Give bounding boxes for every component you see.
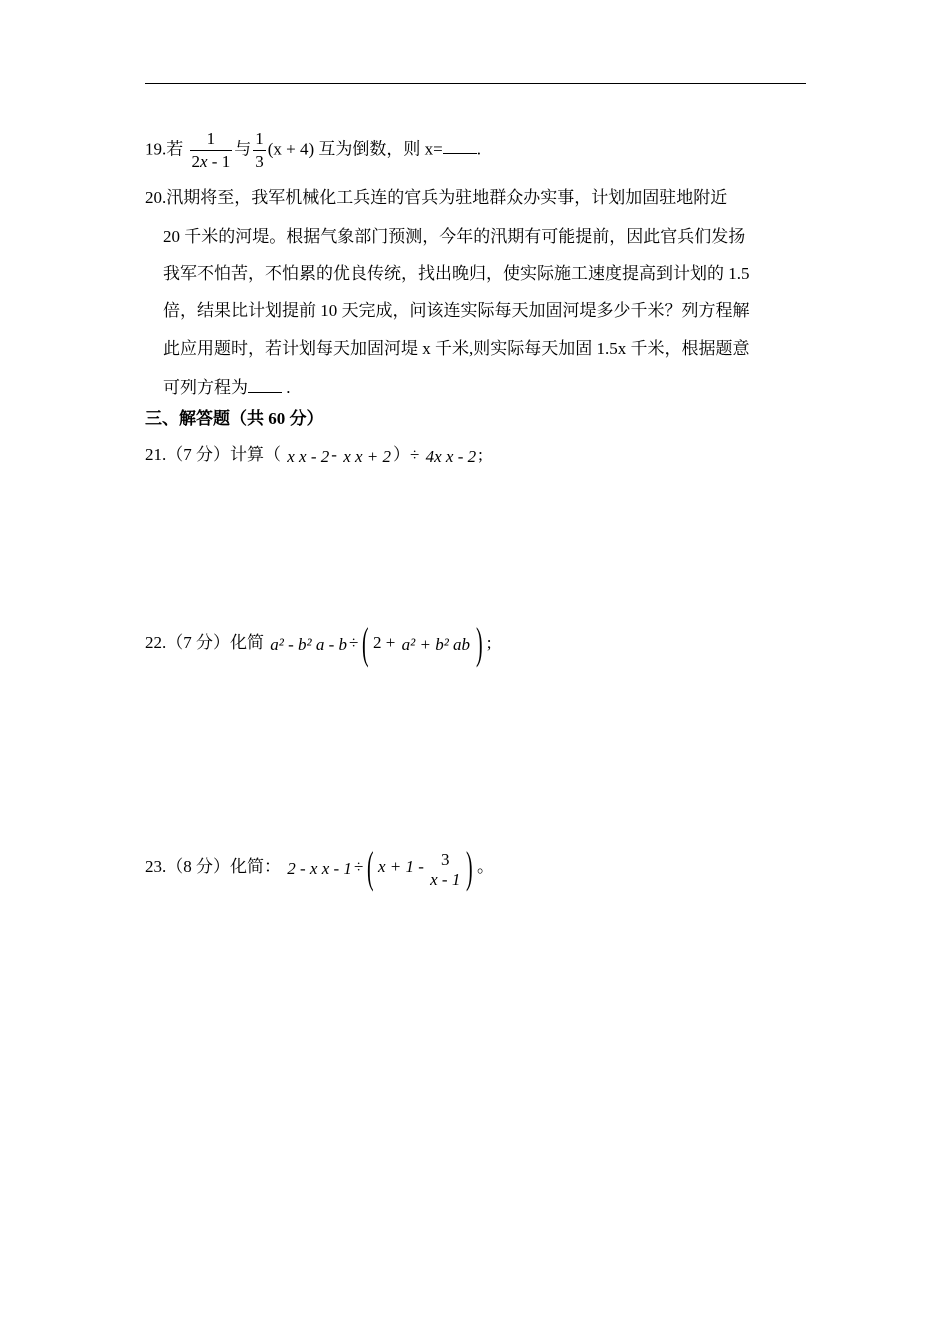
q20-answer-blank[interactable] (248, 376, 282, 393)
question-20-line-4: 倍，结果比计划提前 10 天完成，问该连实际每天加固河堤多少千米？列方程解 (163, 301, 750, 320)
question-22: 22.（7 分）化简 a² - b² a - b ÷( 2 + a² + b² ab ) ; (145, 619, 492, 668)
question-20-line-6: 可列方程为 . (163, 378, 291, 397)
left-paren: ( (367, 843, 374, 892)
right-paren: ) (476, 619, 483, 668)
left-paren: ( (362, 619, 370, 668)
q19-answer-blank[interactable] (443, 137, 477, 154)
q19-number: 19. (145, 139, 167, 159)
question-21: 21.（7 分）计算（ x x - 2 - x x + 2 ）÷ 4x x - 2 ; (145, 445, 483, 466)
question-23: 23.（8 分）化简： 2 - x x - 1 ÷( x + 1 - 3 x - 1 ) 。 (145, 843, 494, 892)
q21-fraction-2: x x + 2 (343, 446, 392, 466)
right-paren: ) (466, 843, 473, 892)
question-19: 19.若 $\frac{1}{2x - 1}$ 与 $\frac{1}{3}$ (x + 4) 互为倒数，则 x= . (145, 129, 481, 171)
q19-fraction-1: $\frac{1}{2x - 1}$ (191, 129, 231, 171)
q23-fraction-1: 2 - x x - 1 (287, 858, 352, 878)
section-title: 三、解答题（共 60 分） (145, 409, 324, 428)
q19-expression: (x + 4) (267, 139, 315, 159)
question-20-line-3: 我军不怕苦，不怕累的优良传统，找出晚归，使实际施工速度提高到计划的 1.5 (163, 264, 750, 283)
question-20-line-2: 20 千米的河堤。根据气象部门预测，今年的汛期有可能提前，因此官兵们发扬 (163, 227, 746, 246)
q22-fraction-1: a² - b² a - b (270, 634, 348, 654)
q19-fraction-2: $\frac{1}{3}$ (255, 129, 264, 171)
q23-fraction-2: 3 x - 1 (430, 849, 461, 889)
question-20-line-5: 此应用题时，若计划每天加固河堤 x 千米,则实际每天加固 1.5x 千米，根据题意 (163, 339, 750, 358)
q22-fraction-2: a² + b² ab (401, 634, 471, 654)
header-rule (145, 83, 806, 84)
q21-fraction-3: 4x x - 2 (425, 446, 477, 466)
q21-fraction-1: x x - 2 (287, 446, 330, 466)
question-20-line-1: 20.汛期将至，我军机械化工兵连的官兵为驻地群众办实事，计划加固驻地附近 (145, 188, 728, 207)
